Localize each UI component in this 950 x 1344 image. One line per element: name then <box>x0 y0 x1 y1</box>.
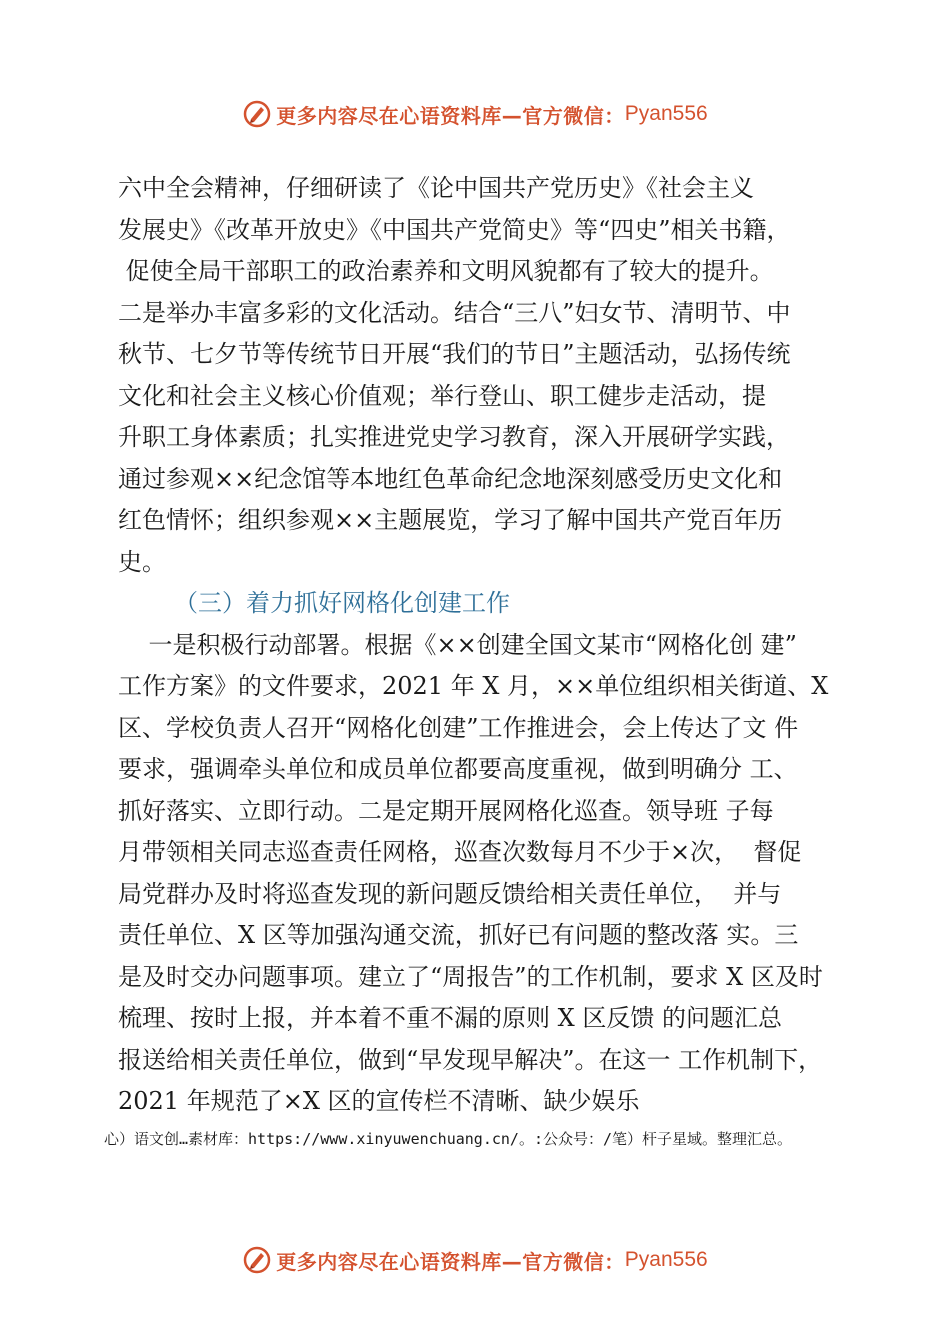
banner-wechat-id: Pyan556 <box>624 102 708 125</box>
section-line: 区、学校负责人召开“网格化创建”工作推进会，会上传达了文 件 <box>118 713 799 742</box>
section-heading: （三）着力抓好网格化创建工作 <box>174 589 510 617</box>
body-line: 二是举办丰富多彩的文化活动。结合“三八”妇女节、清明节、中 <box>118 298 791 327</box>
section-line: 抓好落实、立即行动。二是定期开展网格化巡查。领导班 子每 <box>118 796 774 825</box>
section-line: 一是积极行动部署。根据《××创建全国文某市“网格化创 建” <box>118 630 797 659</box>
section-line: 局党群办及时将巡查发现的新问题反馈给相关责任单位， 并与 <box>118 879 782 908</box>
body-line: 六中全会精神，仔细研读了《论中国共产党历史》《社会主义 <box>118 174 754 202</box>
body-line: 文化和社会主义核心价值观；举行登山、职工健步走活动，提 <box>118 381 766 410</box>
body-line: 促使全局干部职工的政治素养和文明风貌都有了较大的提升。 <box>118 257 774 285</box>
body-line: 发展史》《改革开放史》《中国共产党简史》等“四史”相关书籍， <box>118 215 791 244</box>
section-line: 责任单位、X 区等加强沟通交流，抓好已有问题的整改落 实。三 <box>118 921 799 949</box>
body-line: 史。 <box>118 547 166 576</box>
body-line: 秋节、七夕节等传统节日开展“我们的节日”主题活动，弘扬传统 <box>118 340 791 368</box>
body-line: 升职工身体素质；扎实推进党史学习教育，深入开展研学实践， <box>118 423 790 451</box>
section-line: 月带领相关同志巡查责任网格，巡查次数每月不少于×次， 督促 <box>118 838 802 866</box>
pen-logo-icon <box>242 99 272 129</box>
body-line: 红色情怀；组织参观××主题展览，学习了解中国共产党百年历 <box>118 506 783 534</box>
header-banner <box>0 92 950 136</box>
footer-banner <box>0 1238 950 1282</box>
source-footnote: 心）语文创…素材库：https://www.xinyuwenchuang.cn/。:公众号：/笔）杆子星域。整理汇总。 <box>104 1130 793 1148</box>
document-body <box>118 168 868 1123</box>
banner-brand-text: 更多内容尽在心语资料库—官方微信： <box>276 1249 625 1274</box>
section-line: 梳理、按时上报，并本着不重不漏的原则 X 区反馈 的问题汇总 <box>118 1004 782 1032</box>
banner-wechat-id: Pyan556 <box>624 1248 708 1271</box>
section-line: 报送给相关责任单位，做到“早发现早解决”。在这一 工作机制下， <box>118 1045 823 1074</box>
banner-brand-text: 更多内容尽在心语资料库—官方微信： <box>276 103 625 128</box>
section-line: 工作方案》的文件要求，2021 年 X 月，××单位组织相关街道、X <box>118 672 829 700</box>
section-line: 2021 年规范了×X 区的宣传栏不清晰、缺少娱乐 <box>118 1087 640 1115</box>
body-line: 通过参观××纪念馆等本地红色革命纪念地深刻感受历史文化和 <box>118 464 783 493</box>
section-line: 要求，强调牵头单位和成员单位都要高度重视，做到明确分 工、 <box>118 755 798 783</box>
section-line: 是及时交办问题事项。建立了“周报告”的工作机制，要求 X 区及时 <box>118 962 823 991</box>
pen-logo-icon <box>242 1245 272 1275</box>
